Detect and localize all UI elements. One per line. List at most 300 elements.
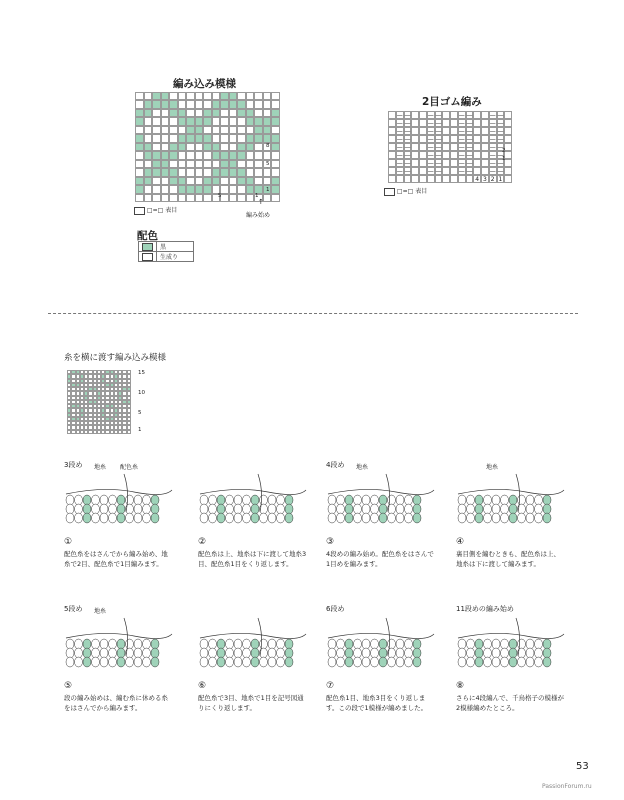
stitch — [234, 657, 242, 667]
stitch — [484, 648, 492, 658]
stitch — [328, 648, 336, 658]
stitch — [151, 648, 159, 658]
chart-cell — [237, 151, 246, 159]
stitch — [501, 504, 509, 514]
stitch — [209, 513, 217, 523]
step-row-label: 3段め — [64, 461, 83, 469]
rib-cell — [388, 111, 396, 119]
step-text: 段の編み始めは、編む糸に休める糸をはさんでから編みます。 — [64, 694, 168, 712]
tech-cell — [127, 430, 131, 434]
stitch — [100, 657, 108, 667]
row-mark-5: 5 — [266, 161, 270, 167]
rib-cell — [504, 127, 512, 135]
stitch — [200, 513, 208, 523]
stitch — [134, 504, 142, 514]
chart-cell — [263, 126, 272, 134]
rib-cell: — — [427, 160, 434, 167]
stitch — [117, 513, 125, 523]
chart-cell — [254, 177, 263, 185]
chart-cell — [186, 117, 195, 125]
stitch — [526, 504, 534, 514]
stitch — [268, 513, 276, 523]
rib-cell — [388, 151, 396, 159]
tech-mark-5: 5 — [138, 410, 142, 416]
stitch — [134, 657, 142, 667]
stitch — [396, 504, 404, 514]
stitch — [379, 504, 387, 514]
rib-cell: — — [404, 144, 411, 151]
chart-cell — [195, 143, 204, 151]
knit-box-icon — [384, 188, 395, 196]
rib-cell: — — [497, 112, 504, 119]
rib-cell: — — [404, 136, 411, 143]
stitch — [492, 648, 500, 658]
stitch — [66, 504, 74, 514]
rib-cell — [450, 127, 458, 135]
chart-cell — [152, 151, 161, 159]
rib-cell: — — [458, 128, 465, 135]
stitch — [92, 495, 100, 505]
rib-cell — [388, 143, 396, 151]
rib-cell: — — [427, 168, 434, 175]
stitch — [226, 513, 234, 523]
stitch — [354, 639, 362, 649]
row-mark-8: 8 — [266, 143, 270, 149]
rib-cell — [411, 127, 419, 135]
rib-cell — [481, 135, 489, 143]
chart-cell — [229, 143, 238, 151]
rib-cell — [481, 151, 489, 159]
chart-cell — [254, 151, 263, 159]
stitch — [268, 648, 276, 658]
rib-cell: — — [404, 120, 411, 127]
rib-title: 2目ゴム編み — [422, 96, 482, 108]
stitch — [134, 648, 142, 658]
rib-cell: — — [427, 112, 434, 119]
chart-cell — [144, 143, 153, 151]
chart-cell — [203, 177, 212, 185]
step-text: 4段めの編み始め。配色糸をはさんで1目めを編みます。 — [326, 550, 434, 568]
stitch — [66, 639, 74, 649]
chart-cell — [212, 134, 221, 142]
chart-cell — [237, 92, 246, 100]
stitch — [405, 648, 413, 658]
chart-cell — [195, 151, 204, 159]
chart-cell — [135, 177, 144, 185]
rib-cell: — — [489, 136, 496, 143]
stitch — [492, 657, 500, 667]
chart-cell — [152, 185, 161, 193]
step-row-label: 5段め — [64, 605, 83, 613]
tech-mark-15: 15 — [138, 370, 145, 376]
stitch — [268, 495, 276, 505]
chart-cell — [169, 100, 178, 108]
chart-cell — [246, 126, 255, 134]
technique-title: 糸を横に渡す編み込み模様 — [64, 353, 167, 363]
rib-cell — [473, 143, 481, 151]
tech-mark-10: 10 — [138, 390, 145, 396]
chart-cell — [271, 100, 280, 108]
chart-cell — [169, 185, 178, 193]
haishoku-row: 黒 — [139, 242, 194, 252]
chart-cell — [271, 160, 280, 168]
chart-cell — [169, 194, 178, 202]
chart-cell — [254, 100, 263, 108]
chart-cell — [178, 194, 187, 202]
stitch — [526, 648, 534, 658]
chart-cell — [144, 100, 153, 108]
chart-cell — [144, 177, 153, 185]
knitting-illustration — [64, 616, 174, 678]
stitch — [251, 648, 259, 658]
stitch — [354, 513, 362, 523]
chart-cell — [263, 117, 272, 125]
rib-cell — [466, 175, 474, 183]
chart-cell — [271, 185, 280, 193]
chart-cell — [212, 168, 221, 176]
rib-cell — [450, 143, 458, 151]
stitch — [379, 495, 387, 505]
stitch — [126, 639, 134, 649]
stitch — [251, 504, 259, 514]
rib-cell — [473, 151, 481, 159]
stitch — [66, 495, 74, 505]
stitch — [151, 657, 159, 667]
chart-cell — [203, 109, 212, 117]
stitch — [117, 504, 125, 514]
chart-cell — [152, 143, 161, 151]
stitch — [143, 504, 151, 514]
rib-cell: — — [396, 112, 403, 119]
chart-cell — [186, 109, 195, 117]
stitch — [362, 639, 370, 649]
chart-cell — [161, 92, 170, 100]
chart-cell — [178, 109, 187, 117]
rib-cell — [419, 135, 427, 143]
stitch — [126, 495, 134, 505]
yarn-label: 地糸 — [486, 464, 499, 471]
stitch — [484, 513, 492, 523]
stitch — [243, 495, 251, 505]
yarn-strand — [458, 489, 564, 494]
rib-cell: — — [489, 144, 496, 151]
chart-cell — [186, 177, 195, 185]
stitch — [234, 639, 242, 649]
stitch — [475, 639, 483, 649]
stitch — [217, 648, 225, 658]
chart-cell — [271, 109, 280, 117]
col-mark-5: 5 — [218, 193, 222, 199]
chart-cell — [152, 117, 161, 125]
stitch — [526, 657, 534, 667]
chart-cell — [246, 151, 255, 159]
green-swatch-icon — [142, 243, 153, 251]
chart-cell — [195, 168, 204, 176]
chart-cell — [271, 117, 280, 125]
chart-cell — [144, 151, 153, 159]
section-divider — [48, 313, 578, 314]
stitch — [200, 648, 208, 658]
stitch — [328, 639, 336, 649]
chart-cell — [195, 117, 204, 125]
chart-cell — [161, 185, 170, 193]
rib-row-label: 2 — [502, 148, 506, 154]
rib-cell — [411, 151, 419, 159]
rib-cell: — — [466, 128, 473, 135]
chart-cell — [220, 92, 229, 100]
yarn-label: 地糸 — [94, 608, 107, 615]
rib-cell: — — [466, 120, 473, 127]
rib-cell: 4 — [475, 176, 480, 183]
step-number: ④ — [456, 537, 465, 547]
chart-cell — [237, 185, 246, 193]
chart-cell — [161, 160, 170, 168]
stitch — [234, 504, 242, 514]
rib-cell: — — [427, 136, 434, 143]
stitch — [75, 639, 83, 649]
stitch — [458, 648, 466, 658]
stitch — [109, 639, 117, 649]
stitch — [362, 513, 370, 523]
chart-cell — [246, 160, 255, 168]
stitch — [337, 504, 345, 514]
start-label: 編み始め — [246, 212, 271, 219]
chart-cell — [271, 177, 280, 185]
rib-cell — [411, 119, 419, 127]
rib-cell: — — [396, 168, 403, 175]
stitch — [509, 648, 517, 658]
chart-cell — [203, 194, 212, 202]
stitch — [277, 648, 285, 658]
stitch — [285, 504, 293, 514]
stitch — [509, 504, 517, 514]
step-number: ⑦ — [326, 681, 335, 691]
stitch — [467, 648, 475, 658]
technique-chart — [67, 370, 131, 434]
chart-cell — [195, 194, 204, 202]
stitch — [535, 657, 543, 667]
rib-cell: — — [427, 120, 434, 127]
chart-cell — [195, 160, 204, 168]
chart-cell — [161, 143, 170, 151]
rib-cell — [473, 167, 481, 175]
stitch — [209, 648, 217, 658]
stitch — [209, 504, 217, 514]
stitch — [354, 495, 362, 505]
chart-cell — [152, 168, 161, 176]
rib-cell — [411, 167, 419, 175]
stitch — [251, 495, 259, 505]
rib-cell: — — [404, 152, 411, 159]
rib-cell — [442, 135, 450, 143]
rib-cell: — — [396, 144, 403, 151]
chart-cell — [186, 194, 195, 202]
stitch — [251, 513, 259, 523]
stitch — [268, 504, 276, 514]
chart-cell — [161, 117, 170, 125]
stitch — [260, 513, 268, 523]
stitch — [83, 639, 91, 649]
stitch — [509, 657, 517, 667]
stitch — [543, 513, 551, 523]
chart-cell — [212, 100, 221, 108]
chart-cell — [161, 151, 170, 159]
rib-cell — [504, 111, 512, 119]
chart-cell — [135, 151, 144, 159]
rib-cell: — — [435, 144, 442, 151]
rib-cell: — — [435, 112, 442, 119]
chart-cell — [178, 92, 187, 100]
stitch — [328, 504, 336, 514]
chart-cell — [237, 126, 246, 134]
chart-cell — [203, 134, 212, 142]
rib-row-label: 1 — [502, 156, 506, 162]
step-number: ② — [198, 537, 207, 547]
chart-cell — [271, 168, 280, 176]
stitch — [379, 648, 387, 658]
stitch — [200, 504, 208, 514]
stitch — [75, 513, 83, 523]
chart-cell — [144, 185, 153, 193]
stitch — [379, 639, 387, 649]
stitch — [151, 639, 159, 649]
chart-cell — [263, 168, 272, 176]
rib-cell — [388, 167, 396, 175]
stitch — [492, 639, 500, 649]
stitch — [109, 495, 117, 505]
chart-cell — [203, 126, 212, 134]
chart-cell — [229, 168, 238, 176]
chart-cell — [144, 117, 153, 125]
stitch — [83, 495, 91, 505]
stitch — [509, 639, 517, 649]
rib-cell — [388, 159, 396, 167]
stitch — [126, 513, 134, 523]
step-number: ⑤ — [64, 681, 73, 691]
stitch — [200, 495, 208, 505]
yarn-strand — [458, 633, 564, 638]
chart-cell — [246, 100, 255, 108]
stitch — [518, 657, 526, 667]
chart-cell — [271, 194, 280, 202]
stitch — [475, 648, 483, 658]
chart-cell — [246, 92, 255, 100]
rib-cell — [427, 175, 435, 183]
stitch — [285, 495, 293, 505]
stitch — [234, 648, 242, 658]
step-number: ⑥ — [198, 681, 207, 691]
stitch — [243, 657, 251, 667]
rib-cell — [411, 175, 419, 183]
step-text: 裏目側を編むときも、配色糸は上、地糸は下に渡して編みます。 — [456, 550, 560, 568]
rib-cell: — — [458, 168, 465, 175]
stitch — [484, 495, 492, 505]
rib-cell: — — [497, 168, 504, 175]
stitch — [92, 639, 100, 649]
stitch — [209, 639, 217, 649]
arrow-up-icon: ↑ — [258, 198, 264, 206]
stitch — [526, 495, 534, 505]
stitch — [143, 657, 151, 667]
rib-cell: — — [466, 136, 473, 143]
stitch — [354, 504, 362, 514]
chart-cell — [229, 177, 238, 185]
rib-cell: — — [458, 112, 465, 119]
stitch — [467, 657, 475, 667]
knitting-illustration — [198, 472, 308, 534]
rib-cell: — — [458, 144, 465, 151]
chart-cell — [144, 168, 153, 176]
stitch — [467, 495, 475, 505]
chart-cell — [169, 143, 178, 151]
knitting-illustration — [456, 472, 566, 534]
stitch — [354, 657, 362, 667]
rib-cell — [473, 135, 481, 143]
stitch — [109, 657, 117, 667]
chart-cell — [144, 92, 153, 100]
stitch — [277, 657, 285, 667]
chart-cell — [263, 151, 272, 159]
stitch — [209, 495, 217, 505]
stitch — [535, 513, 543, 523]
rib-cell — [396, 175, 404, 183]
stitch — [405, 495, 413, 505]
stitch — [518, 639, 526, 649]
chart-cell — [178, 134, 187, 142]
rib-cell — [442, 167, 450, 175]
chart-cell — [246, 117, 255, 125]
stitch — [337, 639, 345, 649]
chart-cell — [220, 100, 229, 108]
stitch — [134, 495, 142, 505]
chart-cell — [178, 100, 187, 108]
chart-cell — [229, 109, 238, 117]
chart-cell — [246, 194, 255, 202]
chart-cell — [212, 151, 221, 159]
rib-cell — [442, 151, 450, 159]
rib-cell: — — [489, 112, 496, 119]
chart-cell — [178, 143, 187, 151]
chart-cell — [186, 134, 195, 142]
stitch — [217, 504, 225, 514]
stitch — [117, 639, 125, 649]
chart-cell — [135, 168, 144, 176]
stitch — [405, 504, 413, 514]
knitting-illustration — [456, 616, 566, 678]
stitch — [260, 639, 268, 649]
chart-cell — [135, 109, 144, 117]
stitch — [75, 504, 83, 514]
stitch — [92, 504, 100, 514]
yarn-strand — [66, 489, 172, 494]
stitch — [117, 657, 125, 667]
rib-cell: — — [404, 128, 411, 135]
rib-cell — [450, 167, 458, 175]
rib-cell: — — [396, 120, 403, 127]
knitting-illustration — [326, 472, 436, 534]
chart-cell — [169, 160, 178, 168]
chart-cell — [169, 117, 178, 125]
chart-cell — [271, 143, 280, 151]
stitch — [371, 504, 379, 514]
stitch — [475, 495, 483, 505]
chart-cell — [246, 134, 255, 142]
chart-cell — [254, 143, 263, 151]
rib-cell: — — [458, 152, 465, 159]
chart-cell — [144, 194, 153, 202]
stitch — [413, 513, 421, 523]
stitch — [243, 504, 251, 514]
